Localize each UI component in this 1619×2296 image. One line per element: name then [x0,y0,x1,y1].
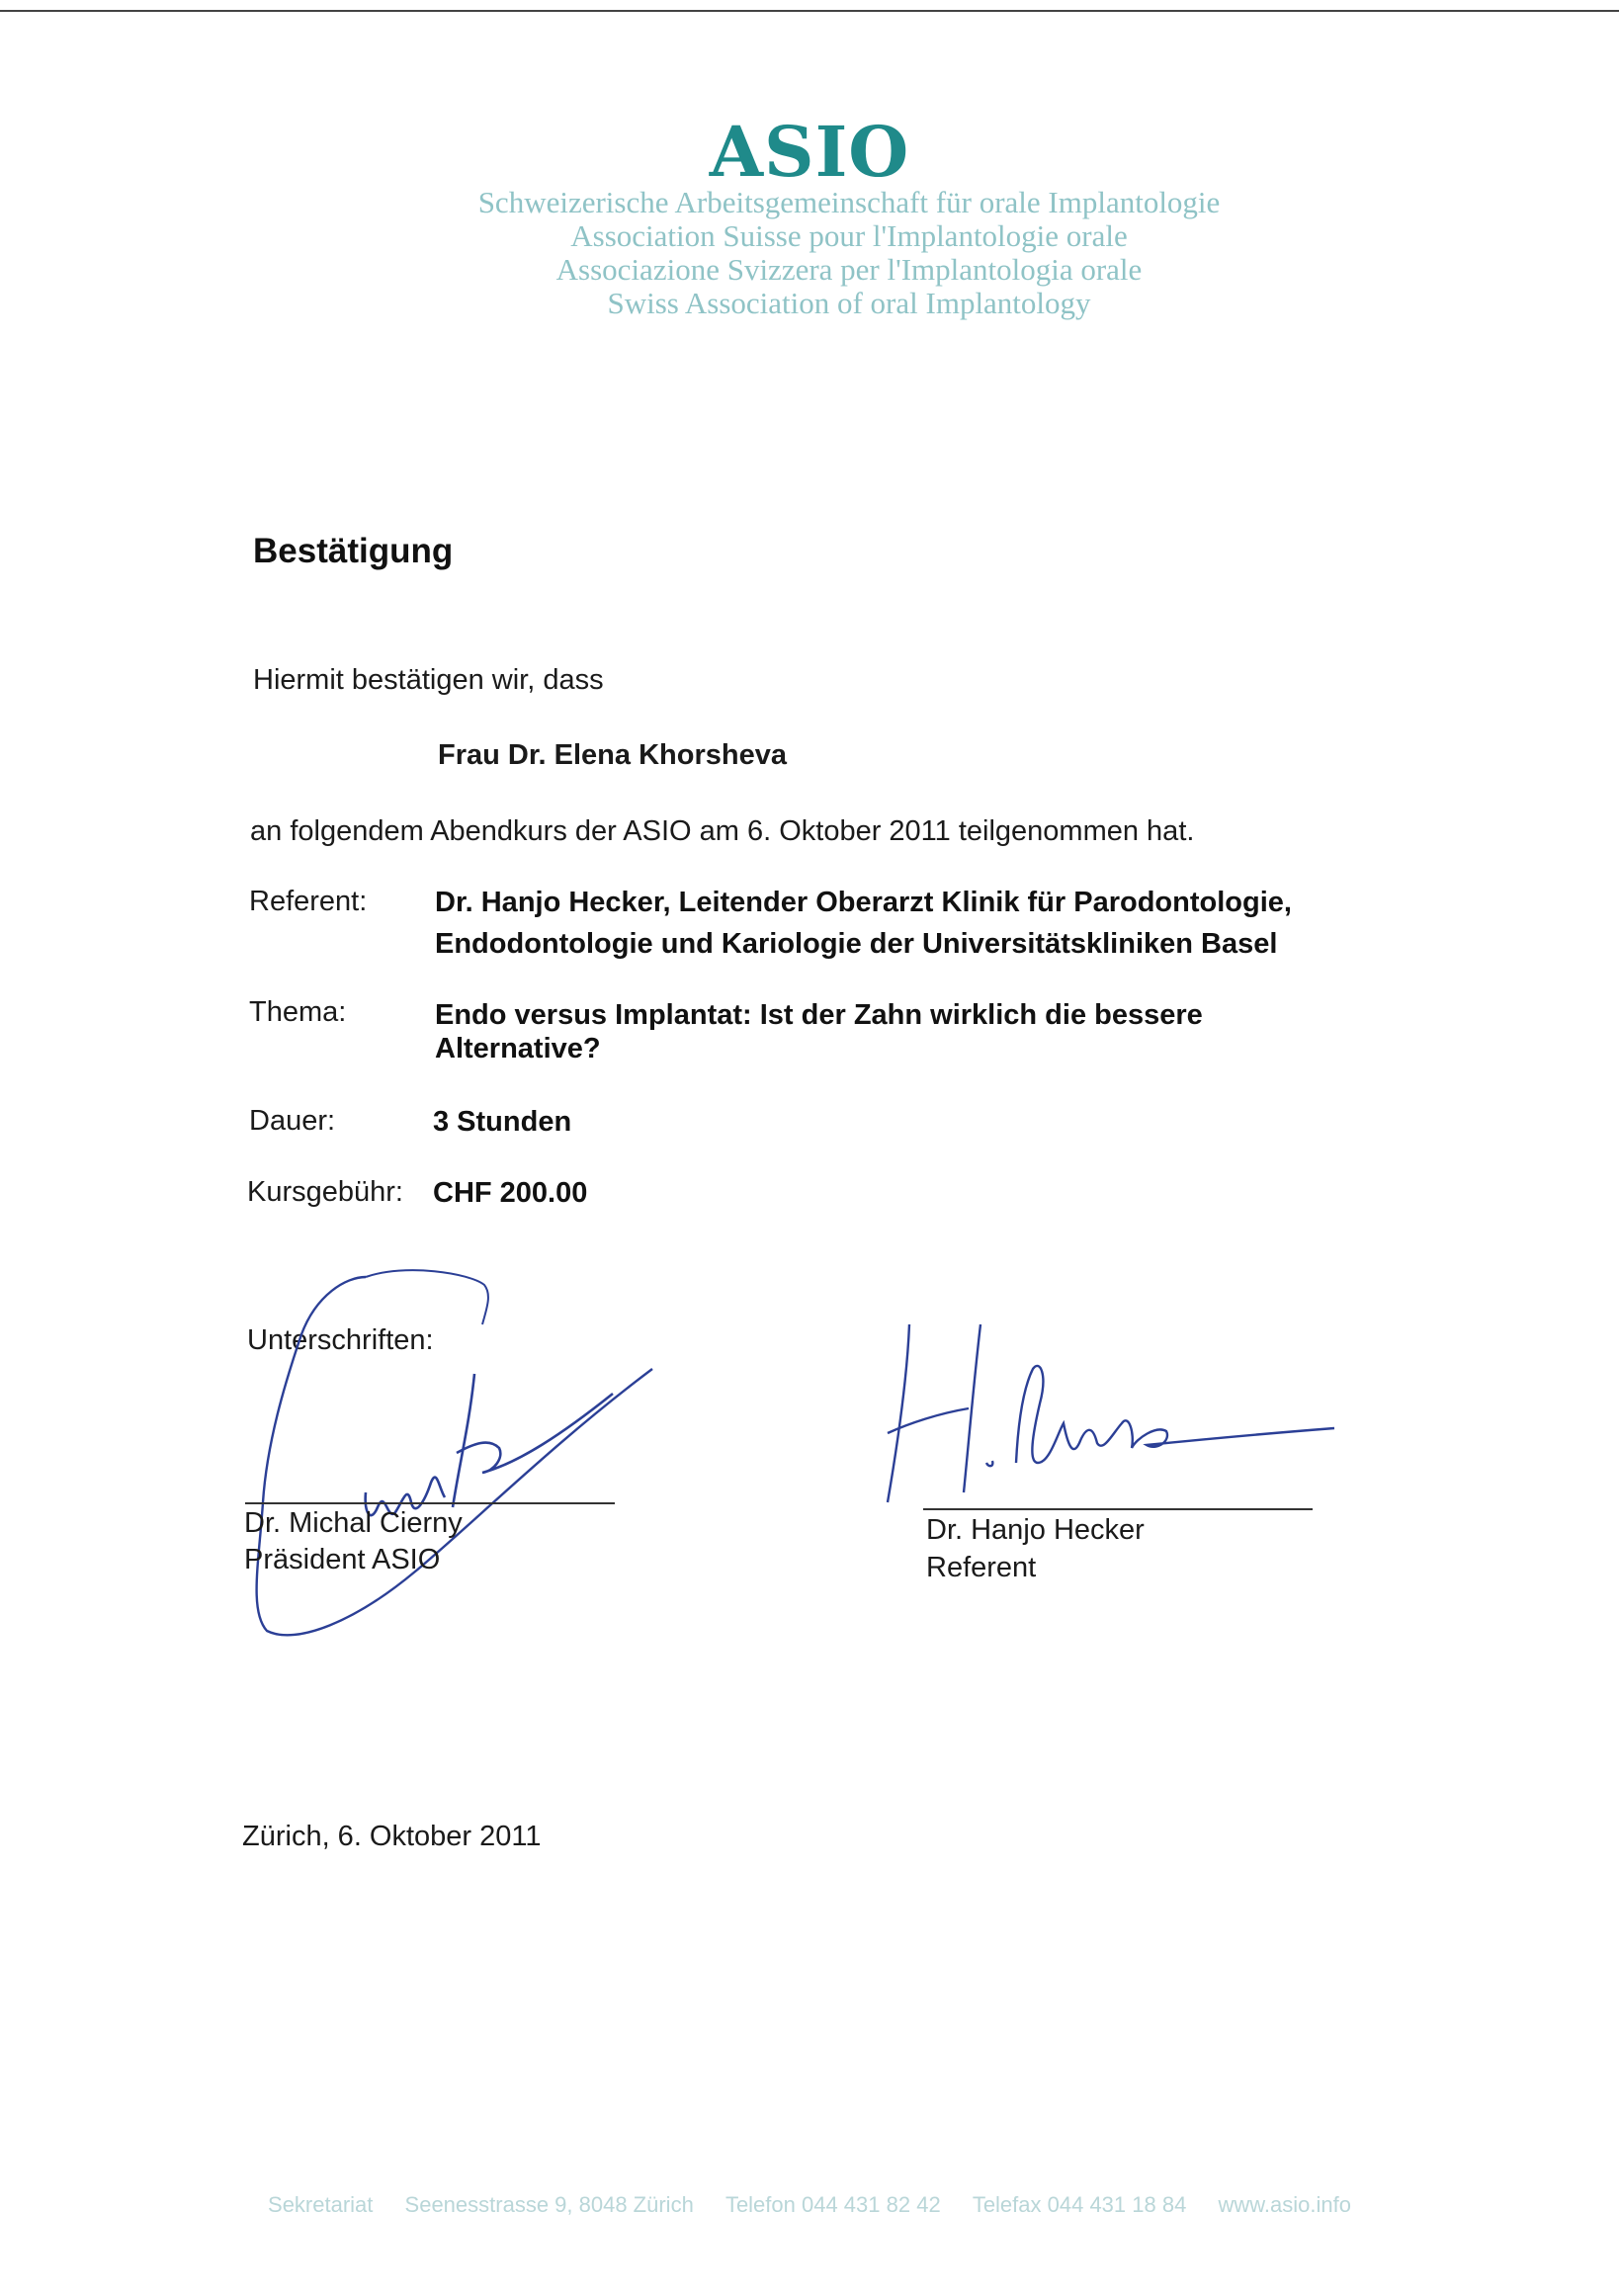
footer-contact [0,2192,1619,2218]
participation-text: an folgendem Abendkurs der ASIO am 6. Oktober 2011 teilgenommen hat. [250,815,1195,847]
kursgebuehr-value: CHF 200.00 [433,1177,588,1209]
referent-line-1: Dr. Hanjo Hecker, Leitender Oberarzt Klinik für Parodontologie, [435,887,1292,918]
signature-line-right [923,1508,1313,1510]
tagline-italian: Associazione Svizzera per l'Implantologia orale [555,252,1143,287]
signatures-label: Unterschriften: [247,1324,434,1356]
tagline-german: Schweizerische Arbeitsgemeinschaft für orale Implantologie [477,185,1221,219]
tagline-english: Swiss Association of oral Implantology [607,286,1091,320]
place-date: Zürich, 6. Oktober 2011 [242,1821,542,1852]
right-signer-role: Referent [926,1552,1037,1583]
dauer-value: 3 Stunden [433,1106,572,1138]
footer-phone: Telefon 044 431 82 42 [724,2192,941,2217]
top-border-line [0,10,1619,12]
referent-line-2: Endodontologie und Kariologie der Universitätskliniken Basel [435,928,1278,960]
thema-label: Thema: [249,996,347,1028]
tagline-french: Association Suisse pour l'Implantologie orale [570,218,1128,253]
document-heading: Bestätigung [253,532,454,570]
kursgebuehr-label: Kursgebühr: [247,1176,403,1208]
thema-line-1: Endo versus Implantat: Ist der Zahn wirklich die bessere [435,999,1203,1031]
recipient-name: Frau Dr. Elena Khorsheva [438,739,787,771]
right-signer-name: Dr. Hanjo Hecker [926,1514,1145,1546]
footer-website: www.asio.info [1218,2192,1351,2217]
left-signer-name: Dr. Michal Cierny [244,1507,463,1539]
referent-label: Referent: [249,886,368,917]
footer-fax: Telefax 044 431 18 84 [972,2192,1187,2217]
footer-address: Seenesstrasse 9, 8048 Zürich [404,2192,694,2217]
signature-line-left [245,1502,615,1504]
footer-sekretariat: Sekretariat [268,2192,374,2217]
asio-logo: ASIO [709,111,910,193]
dauer-label: Dauer: [249,1105,336,1137]
left-signer-role: Präsident ASIO [244,1544,441,1575]
signature-hecker [870,1315,1344,1512]
signature-cierny [237,1265,692,1651]
intro-text: Hiermit bestätigen wir, dass [253,664,604,696]
thema-line-2: Alternative? [435,1033,601,1064]
